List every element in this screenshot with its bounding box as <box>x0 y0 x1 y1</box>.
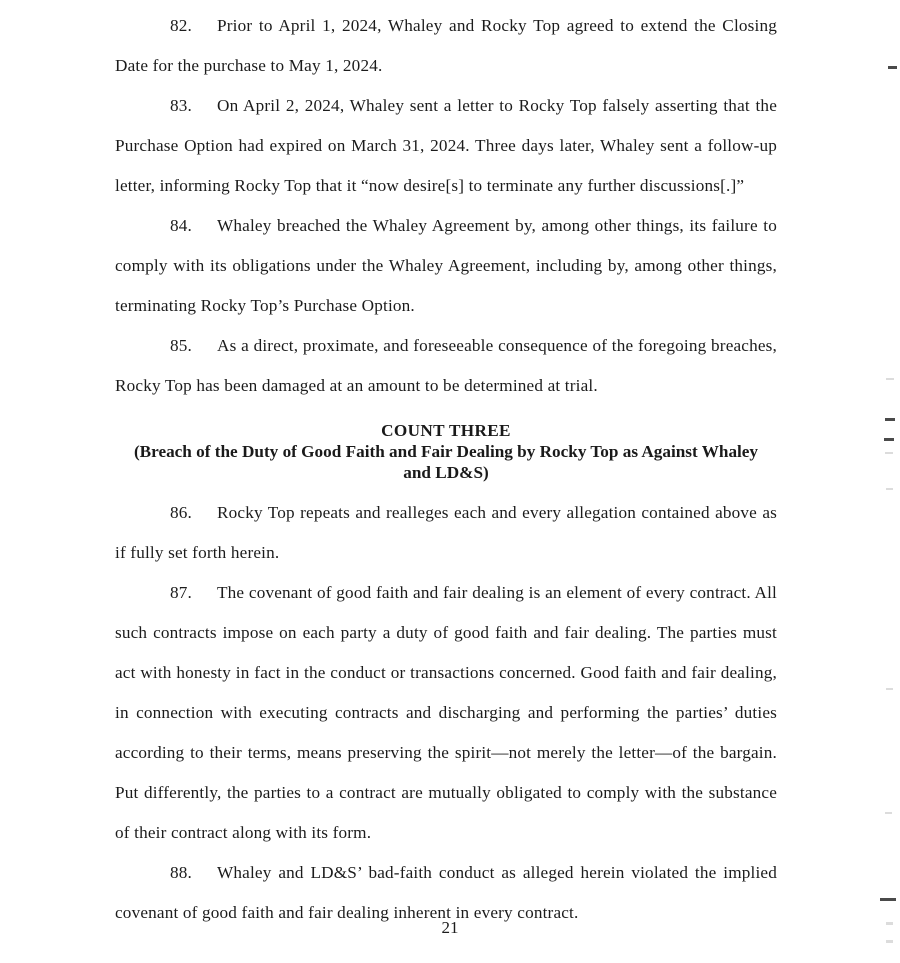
paragraph-84 <box>115 206 777 326</box>
scan-artifact <box>880 898 896 901</box>
scan-artifact <box>888 66 897 69</box>
paragraph-86 <box>115 493 777 573</box>
page-number: 21 <box>441 918 459 937</box>
count-heading-title: COUNT THREE <box>381 421 511 440</box>
count-three-heading <box>115 420 777 483</box>
scan-artifact <box>886 378 894 380</box>
scan-artifact <box>885 418 895 421</box>
scan-artifact <box>884 438 894 441</box>
scan-artifact <box>886 922 893 925</box>
paragraph-body: As a direct, proximate, and foreseeable consequence of the foregoing breaches, Rocky Top has been damaged at an amount to be determined at trial. <box>115 336 777 395</box>
paragraph-83 <box>115 86 777 206</box>
scan-artifact <box>886 940 893 943</box>
paragraph-number: 84. <box>170 216 193 235</box>
paragraph-number: 87. <box>170 583 193 602</box>
paragraph-body: The covenant of good faith and fair dealing is an element of every contract. All such contracts impose on each party a duty of good faith and fair dealing. The parties must act with honesty in fact in the conduct or transactions concerned. Good faith and fair dealing, in connection with executing contracts and discharging and performing the parties’ duties according to their terms, means preserving the spirit—not merely the letter—of the bargain. Put differently, the parties to a contract are mutually obligated to comply with the substance of their contract along with its form. <box>115 583 777 842</box>
paragraph-87 <box>115 573 777 853</box>
paragraph-82 <box>115 6 777 86</box>
paragraph-body: Prior to April 1, 2024, Whaley and Rocky Top agreed to extend the Closing Date for the purchase to May 1, 2024. <box>115 16 777 75</box>
paragraph-number: 85. <box>170 336 193 355</box>
heading-spacer-top <box>115 406 777 420</box>
paragraph-number: 86. <box>170 503 193 522</box>
paragraph-85 <box>115 326 777 406</box>
paragraph-number: 83. <box>170 96 193 115</box>
scan-artifact <box>885 812 892 814</box>
paragraph-number: 88. <box>170 863 193 882</box>
paragraph-body: Rocky Top repeats and realleges each and every allegation contained above as if fully set forth herein. <box>115 503 777 562</box>
paragraph-body: On April 2, 2024, Whaley sent a letter to Rocky Top falsely asserting that the Purchase Option had expired on March 31, 2024. Three days later, Whaley sent a follow-up letter, informing Rocky Top that it “now desire[s] to terminate any further discussions[.]” <box>115 96 777 195</box>
scan-artifact <box>886 488 893 490</box>
heading-spacer-bottom <box>115 483 777 493</box>
scan-artifact <box>886 688 893 690</box>
count-heading-subtitle: (Breach of the Duty of Good Faith and Fair Dealing by Rocky Top as Against Whaley and LD&S) <box>133 442 759 482</box>
paragraph-number: 82. <box>170 16 193 35</box>
scan-artifact <box>885 452 893 454</box>
document-text-column <box>115 6 777 933</box>
paragraph-body: Whaley breached the Whaley Agreement by, among other things, its failure to comply with its obligations under the Whaley Agreement, including by, among other things, terminating Rocky Top’s Purchase Option. <box>115 216 777 315</box>
paragraph-body: Whaley and LD&S’ bad-faith conduct as alleged herein violated the implied covenant of good faith and fair dealing inherent in every contract. <box>115 863 777 922</box>
